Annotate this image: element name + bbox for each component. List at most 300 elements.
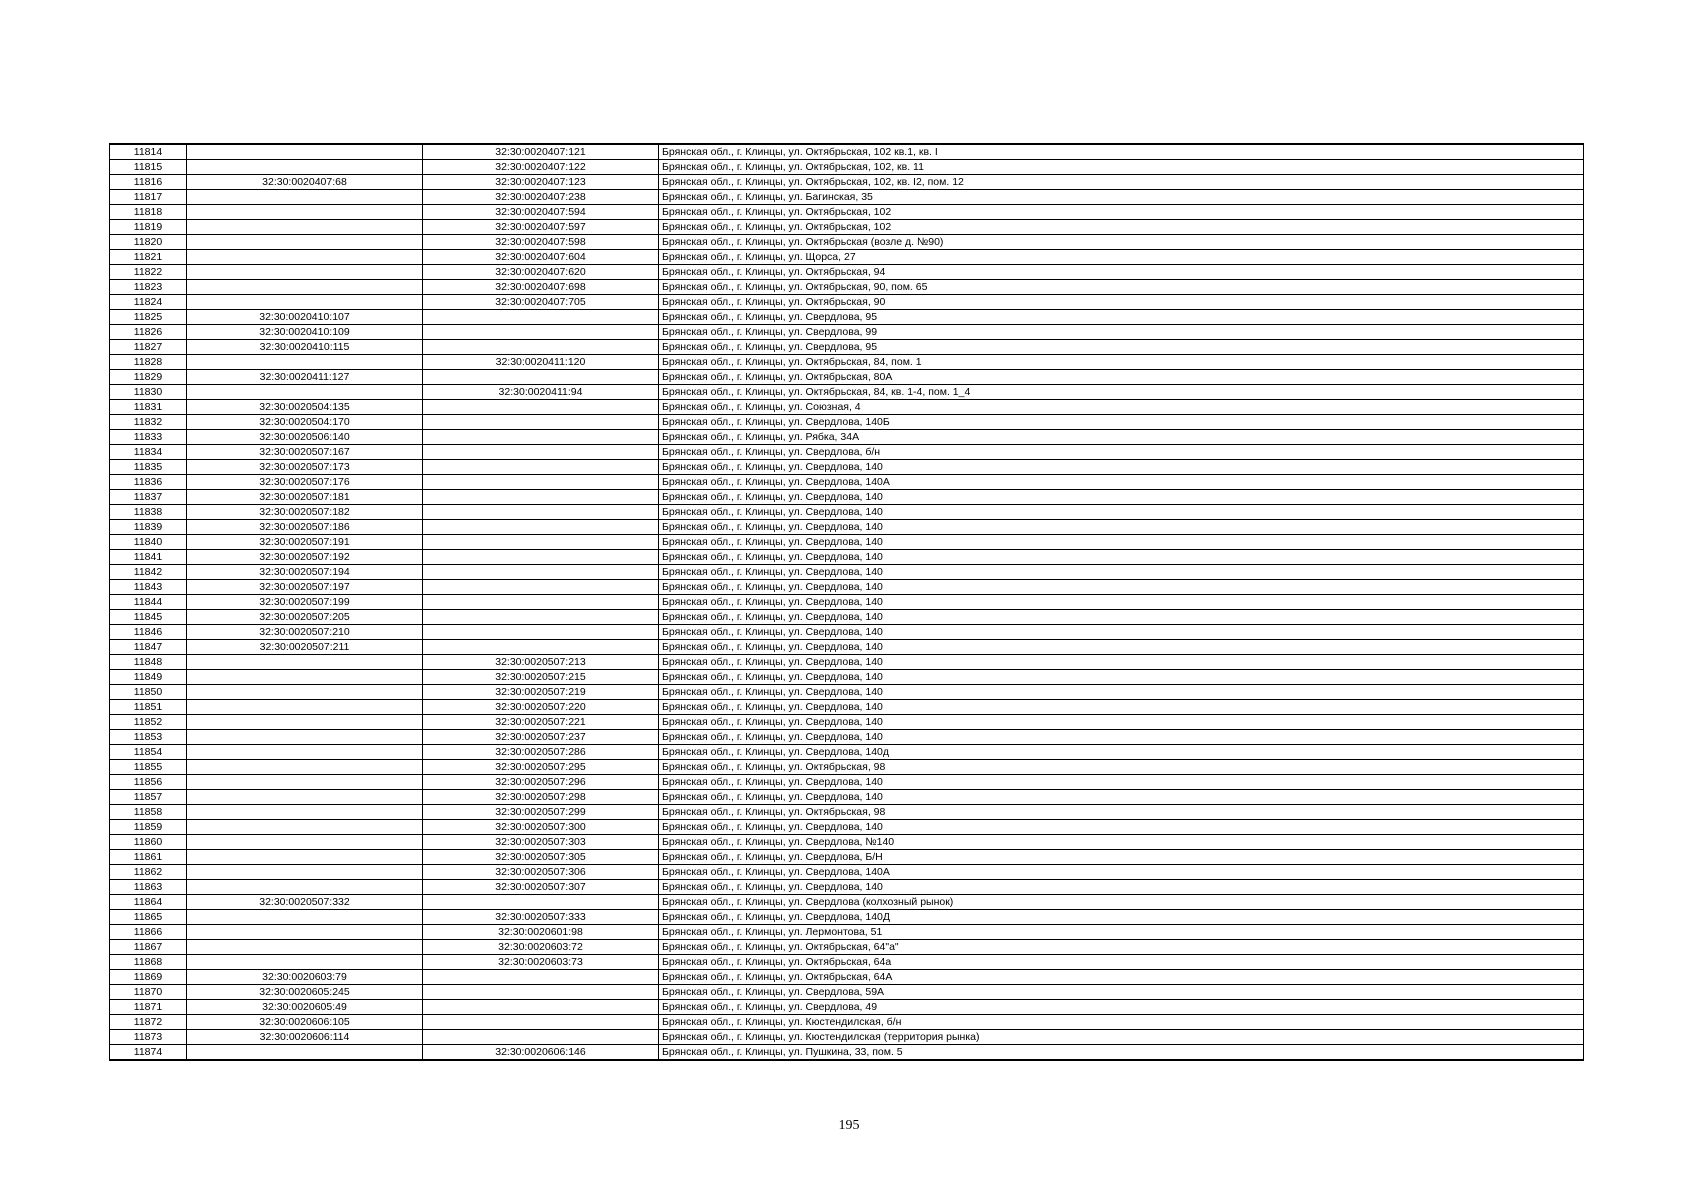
cadastral-number-cell-2 — [423, 415, 659, 430]
cadastral-number-cell-2: 32:30:0020507:221 — [423, 715, 659, 730]
table-row — [110, 565, 1584, 580]
row-number-cell: 11853 — [110, 730, 187, 745]
address-cell: Брянская обл., г. Клинцы, ул. Свердлова, 140Д — [659, 910, 1584, 925]
table-row — [110, 655, 1584, 670]
table-row — [110, 535, 1584, 550]
cadastral-number-cell: 32:30:0020606:114 — [187, 1030, 423, 1045]
cadastral-number-cell: 32:30:0020507:167 — [187, 445, 423, 460]
table-row — [110, 205, 1584, 220]
row-number-cell: 11838 — [110, 505, 187, 520]
row-number-cell: 11837 — [110, 490, 187, 505]
cadastral-number-cell: 32:30:0020411:127 — [187, 370, 423, 385]
row-number-cell: 11874 — [110, 1045, 187, 1061]
table-row — [110, 820, 1584, 835]
row-number-cell: 11857 — [110, 790, 187, 805]
address-cell: Брянская обл., г. Клинцы, ул. Свердлова, 140А — [659, 475, 1584, 490]
cadastral-number-cell-2: 32:30:0020407:121 — [423, 144, 659, 160]
cadastral-number-cell — [187, 850, 423, 865]
row-number-cell: 11833 — [110, 430, 187, 445]
cadastral-number-cell-2: 32:30:0020507:296 — [423, 775, 659, 790]
row-number-cell: 11822 — [110, 265, 187, 280]
cadastral-number-cell: 32:30:0020507:182 — [187, 505, 423, 520]
address-cell: Брянская обл., г. Клинцы, ул. Свердлова, 140д — [659, 745, 1584, 760]
address-cell: Брянская обл., г. Клинцы, ул. Свердлова, 140 — [659, 730, 1584, 745]
row-number-cell: 11835 — [110, 460, 187, 475]
cadastral-number-cell-2: 32:30:0020507:300 — [423, 820, 659, 835]
cadastral-number-cell-2: 32:30:0020507:298 — [423, 790, 659, 805]
row-number-cell: 11866 — [110, 925, 187, 940]
cadastral-number-cell — [187, 790, 423, 805]
row-number-cell: 11839 — [110, 520, 187, 535]
address-cell: Брянская обл., г. Клинцы, ул. Октябрьская, 102 кв.1, кв. I — [659, 144, 1584, 160]
address-cell: Брянская обл., г. Клинцы, ул. Октябрьская, 98 — [659, 760, 1584, 775]
row-number-cell: 11836 — [110, 475, 187, 490]
row-number-cell: 11863 — [110, 880, 187, 895]
table-row — [110, 295, 1584, 310]
cadastral-number-cell: 32:30:0020507:176 — [187, 475, 423, 490]
table-row — [110, 160, 1584, 175]
cadastral-number-cell-2 — [423, 580, 659, 595]
cadastral-number-cell — [187, 715, 423, 730]
cadastral-number-cell: 32:30:0020507:332 — [187, 895, 423, 910]
cadastral-number-cell-2 — [423, 640, 659, 655]
cadastral-number-cell-2: 32:30:0020507:286 — [423, 745, 659, 760]
table-row — [110, 175, 1584, 190]
row-number-cell: 11864 — [110, 895, 187, 910]
cadastral-number-cell: 32:30:0020507:199 — [187, 595, 423, 610]
cadastral-number-cell-2 — [423, 1000, 659, 1015]
address-cell: Брянская обл., г. Клинцы, ул. Свердлова, 95 — [659, 310, 1584, 325]
cadastral-number-cell-2: 32:30:0020411:120 — [423, 355, 659, 370]
cadastral-number-cell — [187, 940, 423, 955]
cadastral-number-cell-2 — [423, 490, 659, 505]
row-number-cell: 11858 — [110, 805, 187, 820]
table-row — [110, 250, 1584, 265]
address-cell: Брянская обл., г. Клинцы, ул. Щорса, 27 — [659, 250, 1584, 265]
cadastral-number-cell-2 — [423, 895, 659, 910]
address-cell: Брянская обл., г. Клинцы, ул. Свердлова, 140А — [659, 865, 1584, 880]
table-row — [110, 385, 1584, 400]
address-cell: Брянская обл., г. Клинцы, ул. Свердлова, 140 — [659, 460, 1584, 475]
cadastral-number-cell-2: 32:30:0020507:299 — [423, 805, 659, 820]
address-cell: Брянская обл., г. Клинцы, ул. Свердлова, 140 — [659, 655, 1584, 670]
row-number-cell: 11869 — [110, 970, 187, 985]
table-row — [110, 670, 1584, 685]
cadastral-number-cell-2 — [423, 310, 659, 325]
cadastral-number-cell — [187, 955, 423, 970]
row-number-cell: 11841 — [110, 550, 187, 565]
table-row — [110, 700, 1584, 715]
address-cell: Брянская обл., г. Клинцы, ул. Свердлова, 140 — [659, 820, 1584, 835]
table-row — [110, 400, 1584, 415]
address-cell: Брянская обл., г. Клинцы, ул. Свердлова, 140 — [659, 775, 1584, 790]
cadastral-number-cell — [187, 385, 423, 400]
row-number-cell: 11834 — [110, 445, 187, 460]
table-row — [110, 790, 1584, 805]
cadastral-number-cell: 32:30:0020504:170 — [187, 415, 423, 430]
cadastral-number-cell-2: 32:30:0020507:213 — [423, 655, 659, 670]
table-row — [110, 280, 1584, 295]
cadastral-number-cell — [187, 265, 423, 280]
row-number-cell: 11820 — [110, 235, 187, 250]
cadastral-number-cell — [187, 820, 423, 835]
row-number-cell: 11827 — [110, 340, 187, 355]
row-number-cell: 11828 — [110, 355, 187, 370]
table-row — [110, 580, 1584, 595]
cadastral-number-cell-2 — [423, 595, 659, 610]
address-cell: Брянская обл., г. Клинцы, ул. Свердлова, б/н — [659, 445, 1584, 460]
cadastral-number-cell-2 — [423, 325, 659, 340]
cadastral-number-cell: 32:30:0020410:107 — [187, 310, 423, 325]
cadastral-number-cell-2 — [423, 985, 659, 1000]
table-row — [110, 640, 1584, 655]
row-number-cell: 11847 — [110, 640, 187, 655]
cadastral-number-cell-2: 32:30:0020603:72 — [423, 940, 659, 955]
cadastral-number-cell-2 — [423, 535, 659, 550]
row-number-cell: 11856 — [110, 775, 187, 790]
table-row — [110, 1015, 1584, 1030]
cadastral-number-cell: 32:30:0020507:192 — [187, 550, 423, 565]
cadastral-number-cell: 32:30:0020410:115 — [187, 340, 423, 355]
cadastral-number-cell-2 — [423, 565, 659, 580]
table-row — [110, 850, 1584, 865]
table-row — [110, 505, 1584, 520]
table-row — [110, 310, 1584, 325]
cadastral-number-cell-2 — [423, 610, 659, 625]
address-cell: Брянская обл., г. Клинцы, ул. Октябрьская, 64"а" — [659, 940, 1584, 955]
address-cell: Брянская обл., г. Клинцы, ул. Октябрьская (возле д. №90) — [659, 235, 1584, 250]
cadastral-number-cell — [187, 880, 423, 895]
registry-table-body — [110, 144, 1584, 1060]
cadastral-number-cell — [187, 655, 423, 670]
table-row — [110, 880, 1584, 895]
cadastral-number-cell — [187, 685, 423, 700]
address-cell: Брянская обл., г. Клинцы, ул. Свердлова, 140 — [659, 490, 1584, 505]
cadastral-number-cell — [187, 190, 423, 205]
address-cell: Брянская обл., г. Клинцы, ул. Союзная, 4 — [659, 400, 1584, 415]
address-cell: Брянская обл., г. Клинцы, ул. Свердлова, 140 — [659, 700, 1584, 715]
address-cell: Брянская обл., г. Клинцы, ул. Свердлова, 140 — [659, 610, 1584, 625]
property-registry-table — [109, 143, 1584, 1061]
row-number-cell: 11831 — [110, 400, 187, 415]
cadastral-number-cell: 32:30:0020507:191 — [187, 535, 423, 550]
address-cell: Брянская обл., г. Клинцы, ул. Рябка, 34А — [659, 430, 1584, 445]
address-cell: Брянская обл., г. Клинцы, ул. Свердлова, 140 — [659, 685, 1584, 700]
table-row — [110, 370, 1584, 385]
cadastral-number-cell-2 — [423, 625, 659, 640]
table-row — [110, 445, 1584, 460]
cadastral-number-cell: 32:30:0020605:245 — [187, 985, 423, 1000]
address-cell: Брянская обл., г. Клинцы, ул. Октябрьская, 102, кв. 11 — [659, 160, 1584, 175]
table-row — [110, 144, 1584, 160]
address-cell: Брянская обл., г. Клинцы, ул. Свердлова, 95 — [659, 340, 1584, 355]
cadastral-number-cell-2 — [423, 445, 659, 460]
address-cell: Брянская обл., г. Клинцы, ул. Свердлова, 140 — [659, 520, 1584, 535]
row-number-cell: 11832 — [110, 415, 187, 430]
cadastral-number-cell: 32:30:0020507:194 — [187, 565, 423, 580]
row-number-cell: 11872 — [110, 1015, 187, 1030]
row-number-cell: 11840 — [110, 535, 187, 550]
table-row — [110, 745, 1584, 760]
cadastral-number-cell-2: 32:30:0020407:594 — [423, 205, 659, 220]
table-row — [110, 1045, 1584, 1061]
table-row — [110, 910, 1584, 925]
address-cell: Брянская обл., г. Клинцы, ул. Свердлова, 140 — [659, 625, 1584, 640]
cadastral-number-cell-2: 32:30:0020507:219 — [423, 685, 659, 700]
cadastral-number-cell — [187, 295, 423, 310]
cadastral-number-cell — [187, 144, 423, 160]
table-row — [110, 1030, 1584, 1045]
row-number-cell: 11849 — [110, 670, 187, 685]
row-number-cell: 11826 — [110, 325, 187, 340]
cadastral-number-cell-2: 32:30:0020603:73 — [423, 955, 659, 970]
row-number-cell: 11814 — [110, 144, 187, 160]
row-number-cell: 11859 — [110, 820, 187, 835]
cadastral-number-cell-2 — [423, 1015, 659, 1030]
cadastral-number-cell-2: 32:30:0020407:698 — [423, 280, 659, 295]
cadastral-number-cell-2: 32:30:0020507:307 — [423, 880, 659, 895]
row-number-cell: 11851 — [110, 700, 187, 715]
cadastral-number-cell — [187, 205, 423, 220]
address-cell: Брянская обл., г. Клинцы, ул. Свердлова, 140 — [659, 880, 1584, 895]
row-number-cell: 11870 — [110, 985, 187, 1000]
address-cell: Брянская обл., г. Клинцы, ул. Свердлова, 59А — [659, 985, 1584, 1000]
table-row — [110, 940, 1584, 955]
table-row — [110, 190, 1584, 205]
cadastral-number-cell-2 — [423, 550, 659, 565]
cadastral-number-cell-2 — [423, 1030, 659, 1045]
address-cell: Брянская обл., г. Клинцы, ул. Свердлова, №140 — [659, 835, 1584, 850]
address-cell: Брянская обл., г. Клинцы, ул. Октябрьская, 84, пом. 1 — [659, 355, 1584, 370]
cadastral-number-cell — [187, 235, 423, 250]
table-row — [110, 805, 1584, 820]
address-cell: Брянская обл., г. Клинцы, ул. Октябрьская, 102, кв. I2, пом. 12 — [659, 175, 1584, 190]
cadastral-number-cell — [187, 1045, 423, 1061]
row-number-cell: 11823 — [110, 280, 187, 295]
cadastral-number-cell-2: 32:30:0020407:598 — [423, 235, 659, 250]
row-number-cell: 11873 — [110, 1030, 187, 1045]
address-cell: Брянская обл., г. Клинцы, ул. Октябрьская, 64а — [659, 955, 1584, 970]
cadastral-number-cell-2: 32:30:0020507:220 — [423, 700, 659, 715]
address-cell: Брянская обл., г. Клинцы, ул. Октябрьская, 102 — [659, 220, 1584, 235]
address-cell: Брянская обл., г. Клинцы, ул. Свердлова, 140 — [659, 715, 1584, 730]
table-row — [110, 925, 1584, 940]
row-number-cell: 11846 — [110, 625, 187, 640]
address-cell: Брянская обл., г. Клинцы, ул. Октябрьская, 102 — [659, 205, 1584, 220]
cadastral-number-cell-2 — [423, 370, 659, 385]
address-cell: Брянская обл., г. Клинцы, ул. Свердлова, 140 — [659, 670, 1584, 685]
cadastral-number-cell: 32:30:0020606:105 — [187, 1015, 423, 1030]
cadastral-number-cell — [187, 730, 423, 745]
cadastral-number-cell: 32:30:0020507:210 — [187, 625, 423, 640]
cadastral-number-cell-2: 32:30:0020507:237 — [423, 730, 659, 745]
address-cell: Брянская обл., г. Клинцы, ул. Свердлова, 140 — [659, 550, 1584, 565]
table-row — [110, 265, 1584, 280]
cadastral-number-cell-2: 32:30:0020407:604 — [423, 250, 659, 265]
table-row — [110, 715, 1584, 730]
cadastral-number-cell: 32:30:0020507:211 — [187, 640, 423, 655]
row-number-cell: 11829 — [110, 370, 187, 385]
table-row — [110, 355, 1584, 370]
cadastral-number-cell-2: 32:30:0020407:122 — [423, 160, 659, 175]
cadastral-number-cell: 32:30:0020603:79 — [187, 970, 423, 985]
cadastral-number-cell-2: 32:30:0020601:98 — [423, 925, 659, 940]
cadastral-number-cell-2: 32:30:0020507:295 — [423, 760, 659, 775]
address-cell: Брянская обл., г. Клинцы, ул. Багинская, 35 — [659, 190, 1584, 205]
table-row — [110, 490, 1584, 505]
table-row — [110, 475, 1584, 490]
row-number-cell: 11871 — [110, 1000, 187, 1015]
cadastral-number-cell — [187, 160, 423, 175]
address-cell: Брянская обл., г. Клинцы, ул. Октябрьская, 90, пом. 65 — [659, 280, 1584, 295]
row-number-cell: 11865 — [110, 910, 187, 925]
cadastral-number-cell — [187, 745, 423, 760]
address-cell: Брянская обл., г. Клинцы, ул. Октябрьская, 94 — [659, 265, 1584, 280]
cadastral-number-cell-2: 32:30:0020407:238 — [423, 190, 659, 205]
page-number: 195 — [838, 1118, 860, 1133]
cadastral-number-cell-2: 32:30:0020507:303 — [423, 835, 659, 850]
cadastral-number-cell-2: 32:30:0020407:597 — [423, 220, 659, 235]
table-row — [110, 595, 1584, 610]
row-number-cell: 11815 — [110, 160, 187, 175]
cadastral-number-cell-2 — [423, 475, 659, 490]
cadastral-number-cell: 32:30:0020507:197 — [187, 580, 423, 595]
address-cell: Брянская обл., г. Клинцы, ул. Свердлова, Б/Н — [659, 850, 1584, 865]
cadastral-number-cell-2: 32:30:0020407:123 — [423, 175, 659, 190]
table-row — [110, 865, 1584, 880]
cadastral-number-cell: 32:30:0020504:135 — [187, 400, 423, 415]
table-row — [110, 460, 1584, 475]
cadastral-number-cell — [187, 670, 423, 685]
address-cell: Брянская обл., г. Клинцы, ул. Свердлова, 140 — [659, 505, 1584, 520]
address-cell: Брянская обл., г. Клинцы, ул. Октябрьская, 80А — [659, 370, 1584, 385]
cadastral-number-cell-2 — [423, 505, 659, 520]
cadastral-number-cell-2 — [423, 460, 659, 475]
table-row — [110, 625, 1584, 640]
table-row — [110, 1000, 1584, 1015]
cadastral-number-cell: 32:30:0020507:181 — [187, 490, 423, 505]
row-number-cell: 11867 — [110, 940, 187, 955]
row-number-cell: 11816 — [110, 175, 187, 190]
row-number-cell: 11848 — [110, 655, 187, 670]
cadastral-number-cell-2 — [423, 520, 659, 535]
cadastral-number-cell — [187, 805, 423, 820]
address-cell: Брянская обл., г. Клинцы, ул. Октябрьская, 64А — [659, 970, 1584, 985]
table-row — [110, 730, 1584, 745]
table-row — [110, 520, 1584, 535]
cadastral-number-cell-2: 32:30:0020606:146 — [423, 1045, 659, 1061]
cadastral-number-cell: 32:30:0020605:49 — [187, 1000, 423, 1015]
address-cell: Брянская обл., г. Клинцы, ул. Октябрьская, 90 — [659, 295, 1584, 310]
cadastral-number-cell — [187, 925, 423, 940]
row-number-cell: 11850 — [110, 685, 187, 700]
table-row — [110, 415, 1584, 430]
cadastral-number-cell: 32:30:0020407:68 — [187, 175, 423, 190]
table-row — [110, 760, 1584, 775]
cadastral-number-cell — [187, 910, 423, 925]
address-cell: Брянская обл., г. Клинцы, ул. Свердлова, 140 — [659, 535, 1584, 550]
address-cell: Брянская обл., г. Клинцы, ул. Октябрьская, 84, кв. 1-4, пом. 1_4 — [659, 385, 1584, 400]
table-row — [110, 775, 1584, 790]
cadastral-number-cell — [187, 865, 423, 880]
row-number-cell: 11861 — [110, 850, 187, 865]
table-row — [110, 895, 1584, 910]
table-row — [110, 550, 1584, 565]
table-row — [110, 970, 1584, 985]
cadastral-number-cell — [187, 280, 423, 295]
address-cell: Брянская обл., г. Клинцы, ул. Свердлова, 49 — [659, 1000, 1584, 1015]
row-number-cell: 11862 — [110, 865, 187, 880]
cadastral-number-cell-2 — [423, 400, 659, 415]
cadastral-number-cell — [187, 760, 423, 775]
address-cell: Брянская обл., г. Клинцы, ул. Свердлова, 140Б — [659, 415, 1584, 430]
cadastral-number-cell-2 — [423, 970, 659, 985]
row-number-cell: 11852 — [110, 715, 187, 730]
row-number-cell: 11843 — [110, 580, 187, 595]
address-cell: Брянская обл., г. Клинцы, ул. Октябрьская, 98 — [659, 805, 1584, 820]
cadastral-number-cell — [187, 775, 423, 790]
address-cell: Брянская обл., г. Клинцы, ул. Лермонтова, 51 — [659, 925, 1584, 940]
table-row — [110, 325, 1584, 340]
table-row — [110, 235, 1584, 250]
table-row — [110, 835, 1584, 850]
address-cell: Брянская обл., г. Клинцы, ул. Пушкина, 33, пом. 5 — [659, 1045, 1584, 1061]
row-number-cell: 11819 — [110, 220, 187, 235]
row-number-cell: 11817 — [110, 190, 187, 205]
cadastral-number-cell: 32:30:0020506:140 — [187, 430, 423, 445]
cadastral-number-cell-2 — [423, 340, 659, 355]
cadastral-number-cell — [187, 700, 423, 715]
table-row — [110, 685, 1584, 700]
row-number-cell: 11854 — [110, 745, 187, 760]
address-cell: Брянская обл., г. Клинцы, ул. Свердлова, 99 — [659, 325, 1584, 340]
cadastral-number-cell-2: 32:30:0020407:620 — [423, 265, 659, 280]
cadastral-number-cell: 32:30:0020410:109 — [187, 325, 423, 340]
cadastral-number-cell-2: 32:30:0020507:306 — [423, 865, 659, 880]
address-cell: Брянская обл., г. Клинцы, ул. Свердлова, 140 — [659, 595, 1584, 610]
cadastral-number-cell-2: 32:30:0020507:305 — [423, 850, 659, 865]
address-cell: Брянская обл., г. Клинцы, ул. Кюстендилская (территория рынка) — [659, 1030, 1584, 1045]
cadastral-number-cell: 32:30:0020507:186 — [187, 520, 423, 535]
address-cell: Брянская обл., г. Клинцы, ул. Свердлова, 140 — [659, 565, 1584, 580]
row-number-cell: 11868 — [110, 955, 187, 970]
table-row — [110, 955, 1584, 970]
address-cell: Брянская обл., г. Клинцы, ул. Свердлова (колхозный рынок) — [659, 895, 1584, 910]
table-row — [110, 340, 1584, 355]
cadastral-number-cell-2: 32:30:0020507:215 — [423, 670, 659, 685]
cadastral-number-cell — [187, 355, 423, 370]
row-number-cell: 11818 — [110, 205, 187, 220]
cadastral-number-cell-2 — [423, 430, 659, 445]
table-row — [110, 985, 1584, 1000]
row-number-cell: 11860 — [110, 835, 187, 850]
address-cell: Брянская обл., г. Клинцы, ул. Свердлова, 140 — [659, 580, 1584, 595]
row-number-cell: 11845 — [110, 610, 187, 625]
cadastral-number-cell-2: 32:30:0020411:94 — [423, 385, 659, 400]
cadastral-number-cell — [187, 250, 423, 265]
row-number-cell: 11825 — [110, 310, 187, 325]
row-number-cell: 11824 — [110, 295, 187, 310]
address-cell: Брянская обл., г. Клинцы, ул. Свердлова, 140 — [659, 790, 1584, 805]
address-cell: Брянская обл., г. Клинцы, ул. Кюстендилская, б/н — [659, 1015, 1584, 1030]
cadastral-number-cell-2: 32:30:0020407:705 — [423, 295, 659, 310]
row-number-cell: 11844 — [110, 595, 187, 610]
cadastral-number-cell-2: 32:30:0020507:333 — [423, 910, 659, 925]
cadastral-number-cell: 32:30:0020507:173 — [187, 460, 423, 475]
address-cell: Брянская обл., г. Клинцы, ул. Свердлова, 140 — [659, 640, 1584, 655]
table-row — [110, 610, 1584, 625]
row-number-cell: 11821 — [110, 250, 187, 265]
